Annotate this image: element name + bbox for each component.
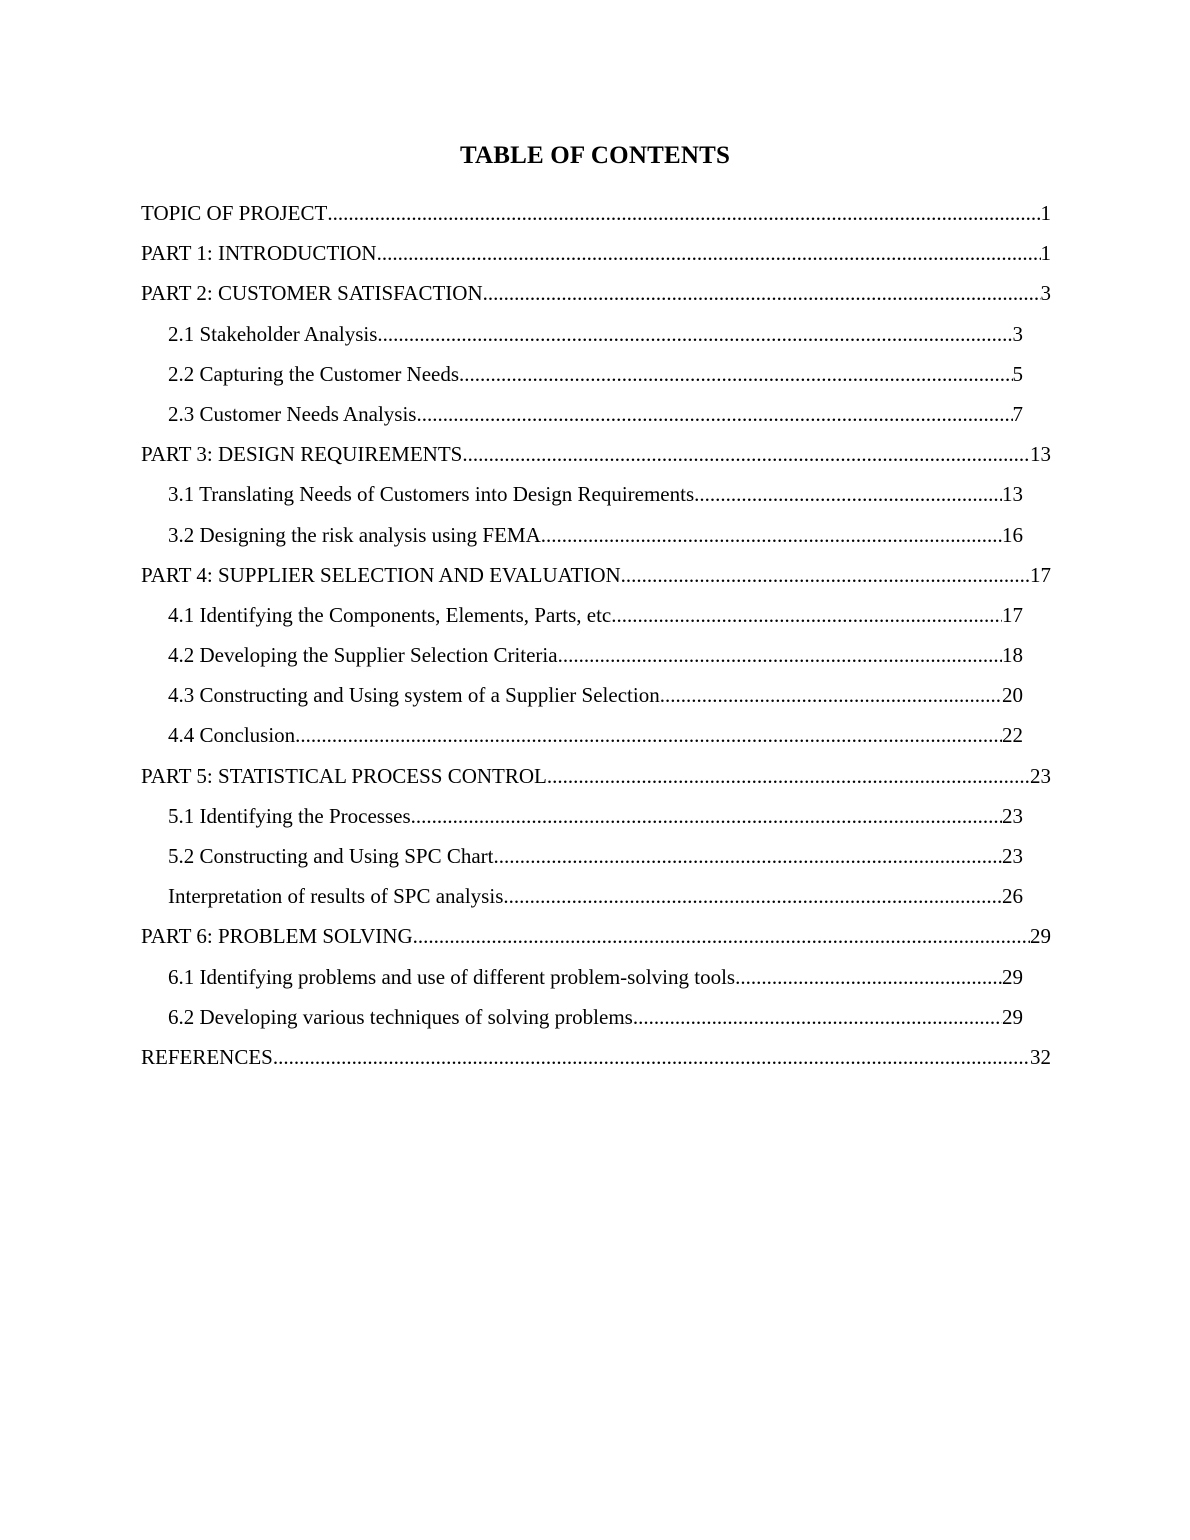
toc-page-number: 3 <box>1012 321 1023 346</box>
toc-dot-leader <box>483 276 1041 310</box>
toc-dot-leader <box>633 1000 1002 1034</box>
toc-dot-leader <box>377 317 1012 351</box>
toc-entry-2-2[interactable] <box>168 357 1023 397</box>
toc-entry-5-1[interactable] <box>168 799 1023 839</box>
toc-entry-6-2[interactable] <box>168 1000 1023 1040</box>
toc-dot-leader <box>617 598 1002 632</box>
toc-page-number: 32 <box>1030 1044 1051 1069</box>
toc-entry-label: 5.2 Constructing and Using SPC Chart <box>168 844 494 868</box>
toc-dot-leader <box>459 357 1012 391</box>
toc-page-number: 5 <box>1012 361 1023 386</box>
toc-page-number: 23 <box>1002 844 1023 868</box>
toc-dot-leader <box>503 879 1002 913</box>
toc-page-number: 26 <box>1002 884 1023 909</box>
toc-dot-leader <box>558 638 1002 672</box>
toc-entry-label: 2.3 Customer Needs Analysis <box>168 401 417 426</box>
toc-entry-spc-interpretation[interactable] <box>168 879 1023 919</box>
toc-page-number: 16 <box>1002 522 1023 547</box>
toc-page-number: 17 <box>1002 602 1023 627</box>
toc-page-number: 7 <box>1012 401 1023 426</box>
toc-entry-4-1[interactable] <box>168 598 1023 638</box>
toc-entry-label: PART 1: INTRODUCTION <box>141 241 377 266</box>
toc-entry-3-2[interactable] <box>168 518 1023 558</box>
toc-dot-leader <box>327 196 1040 230</box>
toc-page-number: 1 <box>1040 241 1051 266</box>
toc-page-number: 13 <box>1030 442 1051 467</box>
toc-entry-topic-of-project[interactable] <box>141 196 1051 236</box>
toc-entry-4-3[interactable] <box>168 678 1023 718</box>
toc-entry-5-2[interactable] <box>168 839 1023 879</box>
toc-entry-label: 5.1 Identifying the Processes <box>168 803 411 828</box>
toc-dot-leader <box>462 437 1030 471</box>
toc-dot-leader <box>295 718 1002 752</box>
toc-entry-label: 4.4 Conclusion <box>168 723 296 748</box>
toc-dot-leader <box>377 236 1041 270</box>
toc-entry-label: PART 3: DESIGN REQUIREMENTS <box>141 442 463 467</box>
toc-page-number: 23 <box>1030 763 1051 788</box>
toc-entry-label: PART 4: SUPPLIER SELECTION AND EVALUATION <box>141 562 621 587</box>
toc-page-number: 29 <box>1002 1004 1023 1029</box>
toc-entry-part-6[interactable] <box>141 919 1051 959</box>
toc-page-number: 29 <box>1002 964 1023 989</box>
toc-entry-label: 4.3 Constructing and Using system of a Supplier Selection <box>168 683 660 708</box>
toc-entry-label: PART 2: CUSTOMER SATISFACTION <box>141 281 483 306</box>
toc-entry-label: PART 5: STATISTICAL PROCESS CONTROL <box>141 763 547 788</box>
toc-page-number: 18 <box>1002 643 1023 668</box>
toc-page-number: 17 <box>1030 562 1051 587</box>
toc-dot-leader <box>735 960 1002 994</box>
toc-entry-part-5[interactable] <box>141 759 1051 799</box>
toc-dot-leader <box>273 1040 1030 1074</box>
toc-entry-2-3[interactable] <box>168 397 1023 437</box>
toc-dot-leader <box>547 759 1030 793</box>
toc-page-number: 23 <box>1002 803 1023 828</box>
toc-dot-leader <box>621 558 1030 592</box>
toc-entry-4-2[interactable] <box>168 638 1023 678</box>
toc-page-number: 1 <box>1040 201 1051 225</box>
toc-entry-label: 6.2 Developing various techniques of solving problems <box>168 1004 633 1029</box>
toc-page-number: 29 <box>1030 924 1051 949</box>
toc-dot-leader <box>494 839 1002 873</box>
toc-title: TABLE OF CONTENTS <box>459 142 731 169</box>
toc-page-number: 20 <box>1002 683 1023 708</box>
toc-page-number: 22 <box>1002 723 1023 748</box>
toc-entry-label: 3.2 Designing the risk analysis using FEMA <box>168 522 541 547</box>
toc-entry-part-3[interactable] <box>141 437 1051 477</box>
toc-entry-references[interactable] <box>141 1040 1051 1080</box>
toc-entry-label: 2.1 Stakeholder Analysis <box>168 321 378 346</box>
toc-entry-label: 4.1 Identifying the Components, Elements, Parts, etc. <box>168 602 617 627</box>
toc-dot-leader <box>416 397 1012 431</box>
toc-entry-2-1[interactable] <box>168 317 1023 357</box>
toc-dot-leader <box>413 919 1030 953</box>
toc-entry-4-4[interactable] <box>168 718 1023 758</box>
toc-entry-label: 6.1 Identifying problems and use of different problem-solving tools <box>168 964 736 989</box>
toc-page-number: 3 <box>1040 281 1051 306</box>
toc-entry-part-2[interactable] <box>141 276 1051 316</box>
toc-dot-leader <box>694 477 1002 511</box>
toc-entry-label: 4.2 Developing the Supplier Selection Criteria <box>168 643 558 668</box>
toc-entry-label: Interpretation of results of SPC analysis <box>168 884 504 909</box>
toc-dot-leader <box>411 799 1002 833</box>
toc-entry-6-1[interactable] <box>168 960 1023 1000</box>
toc-entry-part-1[interactable] <box>141 236 1051 276</box>
toc-entry-label: 2.2 Capturing the Customer Needs <box>168 361 460 386</box>
toc-page-number: 13 <box>1002 482 1023 507</box>
toc-entry-label: 3.1 Translating Needs of Customers into Design Requirements <box>168 482 695 507</box>
toc-entry-label: PART 6: PROBLEM SOLVING <box>141 924 413 949</box>
toc-dot-leader <box>541 518 1002 552</box>
toc-list <box>141 196 1051 1080</box>
toc-entry-label: REFERENCES <box>141 1044 273 1069</box>
toc-entry-part-4[interactable] <box>141 558 1051 598</box>
toc-dot-leader <box>660 678 1002 712</box>
toc-entry-label: TOPIC OF PROJECT <box>141 201 328 225</box>
toc-entry-3-1[interactable] <box>168 477 1023 517</box>
